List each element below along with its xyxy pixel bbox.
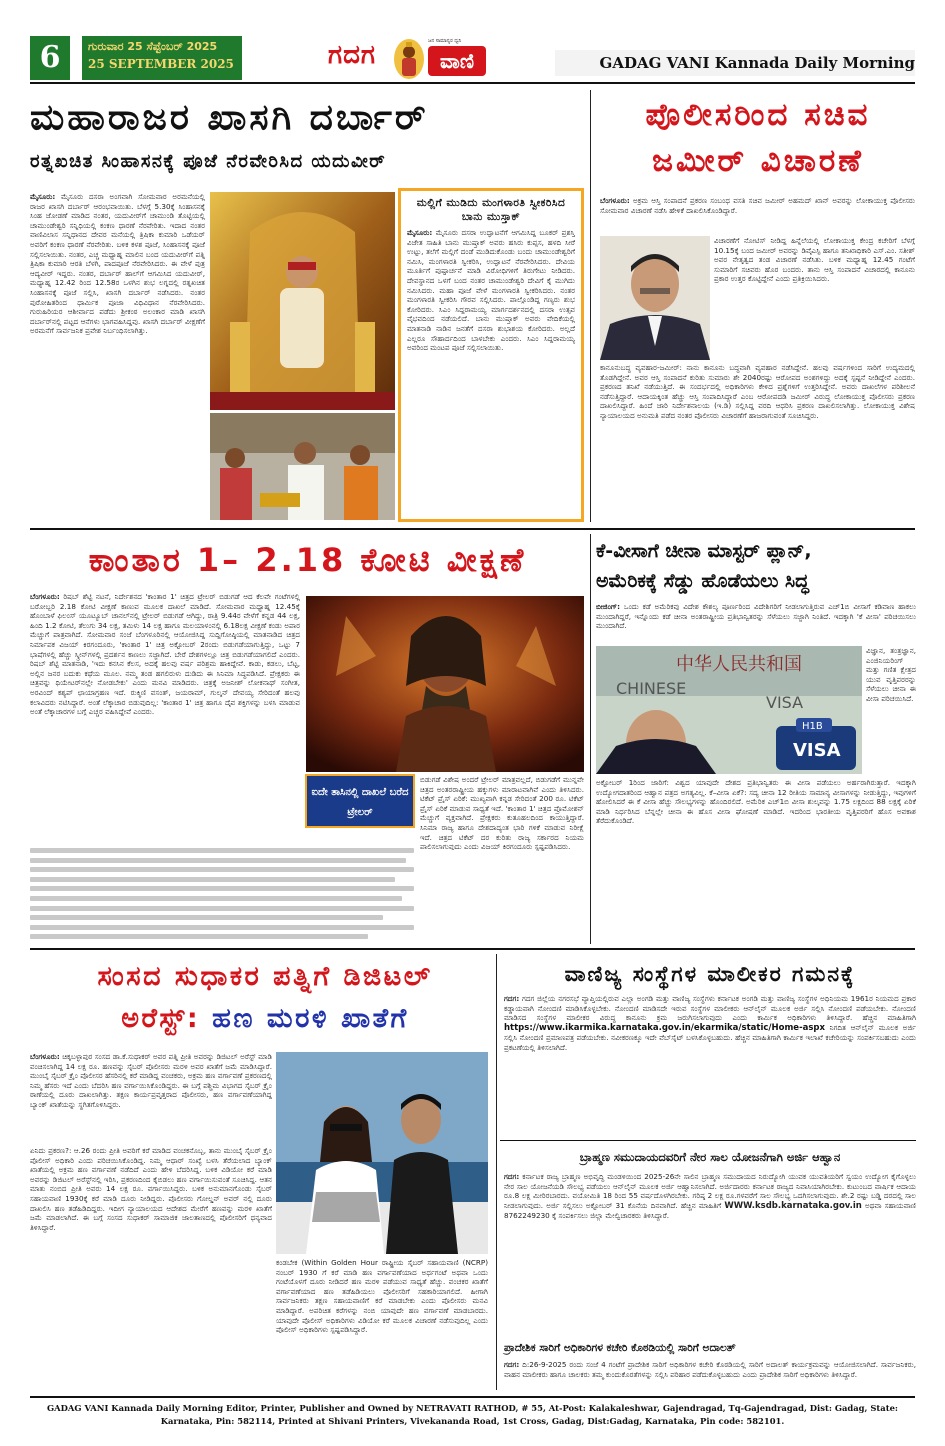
story3-text-right: ಬಿಡುಗಡೆ ವಿಶೇಷ ಅಂದರೆ ಟ್ರೇಲರ್‌ ಮಾತ್ರವಲ್ಲದೆ, ಬಿಡುಗಡೆಗೆ ಮುನ್ನವೇ ಚಿತ್ರದ ಅಂತರರಾಷ್ಟ್ರೀಯ ಹಕ್ಕುಗಳು ಮಾರಾಟವಾಗಿವೆ ಎಂದು ತಿಳಿಸಿದರು. ಟಿಕೆಟ್ ಪ್ರೈಸ್ ಏರಿಕೆ: ಮುಖ್ಯವಾಗಿ ಕನ್ನಡ ಸೇರಿದಂತೆ 200 ರೂ. ಟಿಕೆಟ್ ಪ್ರೈಸ್ ಏರಿಕೆ ಮಾಡುವ ಸಾಧ್ಯತೆ ಇದೆ. 'ಕಾಂತಾರ 1' ಚಿತ್ರದ ಪ್ರೊಮೋಶನ್ ಮೆಚ್ಚುಗೆ ವ್ಯಕ್ತವಾಗಿದೆ. ಪ್ರೇಕ್ಷಕರು ಕುತೂಹಲದಿಂದ ಕಾಯುತ್ತಿದ್ದಾರೆ. ಸಿನಿಮಾ ರಾಜ್ಯ ಹಾಗೂ ದೇಶದಾದ್ಯಂತ ಭಾರಿ ಗಳಿಕೆ ಮಾಡುವ ನಿರೀಕ್ಷೆ ಇದೆ. ಚಿತ್ರದ ಟಿಕೆಟ್ ದರ ಕುರಿತು ರಾಜ್ಯ ಸರ್ಕಾರದ ನಿಯಮ ಪಾಲಿಸಲಾಗುವುದು ಎಂದು ವಿಜಯ್ ಕಿರಗಂದೂರು ಸ್ಪಷ್ಟಪಡಿಸಿದರು. [420, 775, 584, 852]
story4-headline-line2: ಅಮೆರಿಕಕ್ಕೆ ಸೆಡ್ಡು ಹೊಡೆಯಲು ಸಿದ್ಧ [596, 570, 809, 592]
masthead-rule [30, 82, 915, 84]
story5-body-top [30, 1052, 272, 1142]
story8-text: ದಿ:26-9-2025 ರಂದು ಸಂಜೆ 4 ಗಂಟೆಗೆ ಪ್ರಾದೇಶಿಕ ಸಾರಿಗೆ ಅಧಿಕಾರಿಗಳ ಕಚೇರಿ ಕೊಠಡಿಯಲ್ಲಿ ಸಾರಿಗೆ ಅದಾಲತ್ ಕಾರ್ಯಕ್ರಮವನ್ನು ಆಯೋಜಿಸಲಾಗಿದೆ. ಸಾರ್ವಜನಿಕರು, ವಾಹನ ಮಾಲೀಕರು ಹಾಗೂ ಚಾಲಕರು ತಮ್ಮ ಕುಂದುಕೊರತೆಗಳನ್ನು ಸಲ್ಲಿಸಿ ಪರಿಹಾರ ಪಡೆದುಕೊಳ್ಳಬಹುದು ಎಂದು ಪ್ರಾದೇಶಿಕ ಸಾರಿಗೆ ಅಧಿಕಾರಿಗಳು ತಿಳಿಸಿದ್ದಾರೆ. [504, 1360, 916, 1379]
logo-right-box [428, 46, 486, 76]
footer [30, 1402, 915, 1438]
story6-headline: ವಾಣಿಜ್ಯ ಸಂಸ್ಥೆಗಳ ಮಾಲೀಕರ ಗಮನಕ್ಕೆ [564, 962, 856, 986]
svg-text:VISA: VISA [766, 693, 804, 712]
story5-body-left [30, 1146, 272, 1388]
story6-body [504, 994, 916, 1136]
svg-text:CHINESE: CHINESE [616, 679, 687, 698]
story1-subhead: ರತ್ನಖಚಿತ ಸಿಂಹಾಸನಕ್ಕೆ ಪೂಜೆ ನೆರವೇರಿಸಿದ ಯದುವೀರ್ [30, 151, 387, 172]
story3-body [30, 592, 300, 844]
date-english: 25 SEPTEMBER 2025 [88, 57, 234, 71]
story3-box-caption: ಐದೇ ತಾಸಿನಲ್ಲಿ ದಾಖಲೆ ಬರೆದ ಟ್ರೇಲರ್ [311, 787, 409, 818]
story4-visa-photo [596, 646, 862, 774]
story1-text: ಮೈಸೂರು ದಸರಾ ಅಂಗವಾಗಿ ಸೋಮವಾರ ಅರಮನೆಯಲ್ಲಿ ರಾಜರ ಖಾಸಗಿ ದರ್ಬಾರ್ ಆರಂಭವಾಯಿತು. ಬೆಳಗ್ಗೆ 5.30ಕ್ಕೆ ಸಿಂಹಾಸನಕ್ಕೆ ಸಿಂಹ ಜೋಡಣೆ ಮಾಡಿದ ನಂತರ, ಯದುವೀರ್‌ಗೆ ಚಾಮುಂಡಿ ತೊಟ್ಟಿಯಲ್ಲಿ ಚಾಮುಂಡೇಶ್ವರಿ ಸನ್ನಿಧಿಯಲ್ಲಿ ಕಂಕಣ ಧಾರಣೆ ನೆರವೇರಿತು. ಇದಾದ ನಂತರ ವಾಣಿವಿಲಾಸ ಸನ್ನಿಧಾನದ ದೇವರ ಮನೆಯಲ್ಲಿ ತ್ರಿಷಿಕಾ ಕುಮಾರಿ ಒಡೆಯರ್ ಅವರಿಗೆ ಕಂಕಣ ಧಾರಣೆ ನೆರವೇರಿತು. ಬಳಿಕ ಕಳಶ ಪೂಜೆ, ಸಿಂಹಾಸನಕ್ಕೆ ಪೂಜೆ ಸಲ್ಲಿಸಲಾಯಿತು. ನಂತರ, ಎಚ್ಚ ಮಧ್ಯಾಹ್ನ ಮಾಲಿನ ಬಂದ ಯದುವೀರ್‌ಗೆ ಪತ್ನಿ ತ್ರಿಷಿಕಾ ಕುಮಾರಿ ಆರತಿ ಬೆಳಗಿ, ಪಾದಪೂಜೆ ನೆರವೇರಿಸಿದರು. ಈ ವೇಳೆ ಪುತ್ರ ಆದ್ಯವೀರ್ ಇದ್ದರು. ನಂತರ, ದರ್ಬಾರ್ ಹಾಲ್‌ಗೆ ಆಗಮಿಸಿದ ಯದುವೀರ್, ಮಧ್ಯಾಹ್ನ 12.42 ರಿಂದ 12.58ರ ಒಳಗಿನ ಶುಭ ಲಗ್ನದಲ್ಲಿ ರತ್ನಖಚಿತ ಸಿಂಹಾಸನಕ್ಕೆ ಪೂಜೆ ಸಲ್ಲಿಸಿ, ಖಾಸಗಿ ದರ್ಬಾರ್ ನಡೆಸಿದರು. ನಂತರ ಪುರೋಹಿತರಿಂದ ಧಾರ್ಮಿಕ ಪೂಜಾ ವಿಧಿವಿಧಾನ ನೆರವೇರಿಸಿದರು. ಗುರುಹಿರಿಯರ ಆಶೀರ್ವಾದ ಪಡೆದು ಶ್ರೀಕಂಠ ಅಲಂಕಾರ ಮಾಡಿ ಖಾಸಗಿ ದರ್ಬಾರ್‌ನಲ್ಲಿ ಪಟ್ಟದ ಆನೆಗಳು ಭಾಗವಹಿಸಿದ್ದವು. ಖಾಸಗಿ ದರ್ಬಾರ್ ವೀಕ್ಷಣೆಗೆ ಅರಮನೆಗೆ ಸಾರ್ವಜನಿಕ ಪ್ರವೇಶ ನಿರ್ಬಂಧಿಸಲಾಗಿತ್ತು. [30, 192, 205, 336]
story7-url-link[interactable]: WWW.ksdb.karnataka.gov.in [724, 1200, 862, 1211]
story1-lead: ಮೈಸೂರು: [30, 192, 56, 201]
story1-sidebar-box [398, 188, 584, 522]
footer-rule [30, 1396, 915, 1398]
story3-lead: ಬೆಂಗಳೂರು: [30, 592, 60, 601]
story3-text: ರಿಷಬ್ ಶೆಟ್ಟಿ ನಟನೆ, ನಿರ್ದೇಶನದ 'ಕಾಂತಾರ 1' ಚಿತ್ರದ ಟ್ರೇಲರ್ ಬಿಡುಗಡೆ ಆದ ಕೆಲವೇ ಗಂಟೆಗಳಲ್ಲಿ ಬರೋಬ್ಬರಿ 2.18 ಕೋಟಿ ವೀಕ್ಷಣೆ ಕಾಣುವ ಮೂಲಕ ದಾಖಲೆ ಮಾಡಿದೆ. ಸೋಮವಾರ ಮಧ್ಯಾಹ್ನ 12.45ಕ್ಕೆ ಹೊಂಬಾಳೆ ಫಿಲಂಸ್ ಯೂಟ್ಯೂಬ್ ಚಾನಲ್‌ನಲ್ಲಿ ಟ್ರೇಲರ್ ಬಿಡುಗಡೆ ಆಗಿದ್ದು, ರಾತ್ರಿ 9.44ರ ವೇಳೆಗೆ ಕನ್ನಡ 44 ಲಕ್ಷ, ಹಿಂದಿ 1.2 ಕೋಟಿ, ತೆಲುಗು 34 ಲಕ್ಷ, ತಮಿಳು 14 ಲಕ್ಷ ಹಾಗೂ ಮಲಯಾಳಂನಲ್ಲಿ 6.18ಲಕ್ಷ ವೀಕ್ಷಣೆ ಕಂಡು ಅಪಾರ ಮೆಚ್ಚುಗೆ ಪಾತ್ರವಾಗಿದೆ. ಸೋಮವಾರ ಸಂಜೆ ಬೆಂಗಳೂರಿನಲ್ಲಿ ಆಯೋಜಿಸಿದ್ದ ಸುದ್ದಿಗೋಷ್ಠಿಯಲ್ಲಿ ಮಾತನಾಡಿದ ಚಿತ್ರದ ನಿರ್ಮಾಪಕ ವಿಜಯ್ ಕಿರಗಂದೂರು, 'ಕಾಂತಾರ 1' ಚಿತ್ರ ಅಕ್ಟೋಬರ್ 2ರಂದು ಬಿಡುಗಡೆಯಾಗುತ್ತಿದ್ದು, ಒಟ್ಟು 7 ಭಾಷೆಗಳಲ್ಲಿ ಹೆಚ್ಚು ಸ್ಕ್ರೀನ್‌ಗಳಲ್ಲಿ ಪ್ರದರ್ಶನ ಕಾಣಲು ಸಜ್ಜಾಗಿದೆ. ಬೇರೆ ದೇಶಗಳಲ್ಲೂ ಚಿತ್ರ ಬಿಡುಗಡೆಯಾಗಲಿದೆ ಎಂದರು. ರಿಷಬ್ ಶೆಟ್ಟಿ ಮಾತನಾಡಿ, 'ಇದು ಕನಸಿನ ಕೆಲಸ, ಅದಕ್ಕೆ ಹಲವು ವರ್ಷ ಪರಿಶ್ರಮ ಹಾಕಿದ್ದೇವೆ. ಕಾಡು, ಕಡಲು, ಬೆಟ್ಟ, ಅಲ್ಲಿನ ಜನರ ಬದುಕು ಕಥೆಯ ಮೂಲ. ನಮ್ಮ ತಂಡ ಹಗಲಿರುಳು ದುಡಿದು ಈ ಸಿನಿಮಾ ಸಿದ್ಧಪಡಿಸಿದೆ. ಪ್ರೇಕ್ಷಕರು ಈ ಚಿತ್ರವನ್ನು ಥಿಯೇಟರ್‌ನಲ್ಲೇ ನೋಡಬೇಕು' ಎಂದು ಮನವಿ ಮಾಡಿದರು. ಚಿತ್ರಕ್ಕೆ ಅಜನೀಶ್ ಲೋಕನಾಥ್ ಸಂಗೀತ, ಅರವಿಂದ್ ಕಶ್ಯಪ್ ಛಾಯಾಗ್ರಹಣ ಇದೆ. ರುಕ್ಮಿಣಿ ವಸಂತ್, ಜಯರಾಮ್, ಗುಲ್ಶನ್ ದೇವಯ್ಯ ಸೇರಿದಂತೆ ಹಲವು ಕಲಾವಿದರು ನಟಿಸಿದ್ದಾರೆ. ಅಂತೆ ಲೆಕ್ಕಾಚಾರ ಬಿಡುವುದಿಲ್ಲ: 'ಕಾಂತಾರ 1' ಚಿತ್ರ ಹಾಗೂ ದೈವ ಶಕ್ತಿಗಳನ್ನು ಬಳಸಿ ಮಾಡುವ ಅಂತೆ ಲೆಕ್ಕಾಚಾರಗಳ ಬಗ್ಗೆ ಎಚ್ಚರ ವಹಿಸಿದ್ದೇವೆ ಎಂದರು. [30, 592, 300, 717]
story1-body [30, 192, 205, 520]
story3-kantara-photo [306, 596, 584, 772]
logo-right-text: ವಾಣಿ [439, 49, 475, 73]
story3-trailer-box [305, 774, 415, 828]
story5-headline-line2 [30, 1000, 500, 1038]
story1-pooja-photo [210, 413, 395, 520]
story2-body-top [600, 196, 915, 234]
story8-headline: ಪ್ರಾದೇಶಿಕ ಸಾರಿಗೆ ಅಧಿಕಾರಿಗಳ ಕಚೇರಿ ಕೊಠಡಿಯಲ್ಲಿ ಸಾರಿಗೆ ಅದಾಲತ್ [504, 1342, 736, 1354]
column-divider [590, 90, 591, 522]
story5-text-top: ಚಿಕ್ಕಬಳ್ಳಾಪುರ ಸಂಸದ ಡಾ.ಕೆ.ಸುಧಾಕರ್ ಅವರ ಪತ್ನಿ ಪ್ರೀತಿ ಅವರನ್ನು ಡಿಜಿಟಲ್ ಅರೆಸ್ಟ್ ಮಾಡಿ ವಂಚಿಸಲಾಗಿದ್ದ 14 ಲಕ್ಷ ರೂ. ಹಣವನ್ನು ಸೈಬರ್ ಪೊಲೀಸರು ಮರಳಿ ಅವರ ಖಾತೆಗೆ ಜಮೆ ಮಾಡಿಸಿದ್ದಾರೆ. ಮುಂಬೈ ಸೈಬರ್ ಕ್ರೈಂ ಪೊಲೀಸರ ಹೆಸರಿನಲ್ಲಿ ಕರೆ ಮಾಡಿದ್ದ ವಂಚಕರು, ಅಕ್ರಮ ಹಣ ವರ್ಗಾವಣೆ ಪ್ರಕರಣದಲ್ಲಿ ನಿಮ್ಮ ಹೆಸರು ಇದೆ ಎಂದು ಬೆದರಿಸಿ ಹಣ ವರ್ಗಾಯಿಸಿಕೊಂಡಿದ್ದರು. ಈ ಬಗ್ಗೆ ಪಶ್ಚಿಮ ವಿಭಾಗದ ಸೈಬರ್ ಕ್ರೈಂ ಠಾಣೆಯಲ್ಲಿ ದೂರು ದಾಖಲಾಗಿತ್ತು. ತಕ್ಷಣ ಕಾರ್ಯಪ್ರವೃತ್ತರಾದ ಪೊಲೀಸರು, ಹಣ ವರ್ಗಾವಣೆಯಾಗಿದ್ದ ಬ್ಯಾಂಕ್ ಖಾತೆಯನ್ನು ಸ್ಥಗಿತಗೊಳಿಸಿದ್ದರು. [30, 1052, 272, 1109]
story3-body-right [420, 775, 584, 943]
story5-headline-line2b: ಹಣ ಮರಳಿ ಖಾತೆಗೆ [212, 1003, 409, 1034]
story4-body-side [866, 646, 916, 774]
story4-text-top: ಒಂದು ಕಡೆ ಅಮೆರಿಕವು ವಿದೇಶ ಕೌಶಲ್ಯ ಪೂರ್ಣರಿಂದ ವಿದೇಶಿಗರಿಗೆ ನೀಡಲಾಗುತ್ತಿರುವ ಎಚ್‌1ಬಿ ವೀಸಾಗೆ ಕಡಿವಾಣ ಹಾಕಲು ಮುಂದಾಗಿದ್ದರೆ, ಇನ್ನೊಂದು ಕಡೆ ಚೀನಾ ಅಂತರಾಷ್ಟ್ರೀಯ ಪ್ರತಿಭಾನ್ವಿತರನ್ನು ಸೆಳೆಯಲು ಸಜ್ಜಾಗಿ ನಿಂತಿದೆ. ಇದಕ್ಕಾಗಿ 'ಕೆ ವೀಸಾ' ಪರಿಚಯಿಸಲು ಮುಂದಾಗಿದೆ. [596, 602, 916, 631]
story4-text-bottom: ಅಕ್ಟೋಬರ್ 1ರಿಂದ ಜಾರಿಗೆ: ವಿಶ್ವದ ಯಾವುದೇ ದೇಶದ ಪ್ರತಿಭಾನ್ವಿತರು ಈ ವೀಸಾ ಪಡೆಯಲು ಅರ್ಹರಾಗಿರುತ್ತಾರೆ. ಇದಕ್ಕಾಗಿ ಉದ್ಯೋಗದಾತರಿಂದ ಆಹ್ವಾನ ಪತ್ರದ ಅಗತ್ಯವಿಲ್ಲ. ಕೆ–ವೀಸಾ ಏಕೆ?: ಸದ್ಯ ಚೀನಾ 12 ರೀತಿಯ ಸಾಮಾನ್ಯ ವೀಸಾಗಳನ್ನು ನೀಡುತ್ತಿದ್ದು, ಇವುಗಳಿಗೆ ಹೋಲಿಸಿದರೆ ಈ ಕೆ ವೀಸಾ ಹೆಚ್ಚು ಸೌಲಭ್ಯಗಳನ್ನು ಹೊಂದಿರಲಿದೆ. ಅಮೆರಿಕ ಎಚ್‌1ಬಿ ವೀಸಾ ಶುಲ್ಕವನ್ನು 1.75 ಲಕ್ಷದಿಂದ 88 ಲಕ್ಷಕ್ಕೆ ಏರಿಕೆ ಮಾಡಿ ನಿರ್ಧರಿಸಿದ ಬೆನ್ನಲ್ಲೇ ಚೀನಾ ಈ ಹೊಸ ವೀಸಾ ಘೋಷಣೆ ಮಾಡಿದೆ. ಇದರಿಂದ ಭಾರತೀಯ ವೃತ್ತಿಪರರಿಗೆ ಹೊಸ ಅವಕಾಶ ತೆರೆದುಕೊಂಡಿದೆ. [596, 778, 916, 826]
date-kannada: ಗುರುವಾರ 25 ಸೆಪ್ಟೆಂಬರ್ 2025 [88, 40, 218, 53]
footer-line2: Karnataka, Pin: 582114, Printed at Shivani Printers, Vivekananda Road, 1st Cross, Gadag, Dist:Gadag, Karnataka, Pin code: 582101. [160, 1416, 785, 1426]
newspaper-logo [328, 38, 488, 80]
boxed-body [407, 228, 575, 508]
story5-text-right: ಕಂಡಬೇಕ (Within Golden Hour ರಾಷ್ಟ್ರೀಯ ಸೈಬರ್ ಸಹಾಯವಾಣಿ (NCRP) ನಂಬರ್ 1930 ಗೆ ಕರೆ ಮಾಡಿ ಹಣ ವರ್ಗಾವಣೆಯಾದ ಅರ್ಧಗಂಟೆ ಅಥವಾ ಒಂದು ಗಂಟೆಯೊಳಗೆ ದೂರು ನೀಡಿದರೆ ಹಣ ಮರಳಿ ಪಡೆಯುವ ಸಾಧ್ಯತೆ ಹೆಚ್ಚು. ವಂಚಕರ ಖಾತೆಗೆ ವರ್ಗಾವಣೆಯಾದ ಹಣ ತಡೆಹಿಡಿಯಲು ಪೊಲೀಸರಿಗೆ ಸಹಕಾರಿಯಾಗಲಿದೆ. ಹೀಗಾಗಿ ಸಾರ್ವಜನಿಕರು ತಕ್ಷಣ ಸಹಾಯವಾಣಿಗೆ ಕರೆ ಮಾಡಬೇಕು ಎಂದು ಪೊಲೀಸರು ಮನವಿ ಮಾಡಿದ್ದಾರೆ. ಅಪರಿಚಿತ ಕರೆಗಳನ್ನು ನಂಬಿ ಯಾವುದೇ ಹಣ ವರ್ಗಾವಣೆ ಮಾಡಬಾರದು. ಯಾವುದೇ ಪೊಲೀಸ್ ಅಧಿಕಾರಿಗಳು ವಿಡಿಯೋ ಕರೆ ಮೂಲಕ ವಿಚಾರಣೆ ನಡೆಸುವುದಿಲ್ಲ ಎಂದು ಪೊಲೀಸ್ ಅಧಿಕಾರಿಗಳು ಸ್ಪಷ್ಟಪಡಿಸಿದ್ದಾರೆ. [276, 1258, 488, 1335]
story4-body-top [596, 602, 916, 642]
story2-zameer-photo [600, 236, 710, 360]
story1-headline: ಮಹಾರಾಜರ ಖಾಸಗಿ ದರ್ಬಾರ್ [30, 97, 429, 138]
svg-text:中华人民共和国: 中华人民共和国 [676, 654, 802, 675]
story5-headline-line2a: ಅರೆಸ್ಟ್: [121, 1003, 201, 1034]
story6-text-after: ನಿಗದಿತ ಆನ್‌ಲೈನ್ ಮೂಲಕ ಅರ್ಜಿ ಸಲ್ಲಿಸಿ ನೋಂದಣಿ ಪ್ರಮಾಣಪತ್ರ ಪಡೆಯಬೇಕು. ನವೀಕರಣಕ್ಕೂ ಇದೇ ವೆಬ್‌ಸೈಟ್ ಬಳಸಿಕೊಳ್ಳಬಹುದು. ಹೆಚ್ಚಿನ ಮಾಹಿತಿಗಾಗಿ ಕಾರ್ಮಿಕ ಇಲಾಖೆ ಕಚೇರಿಯನ್ನು ಸಂಪರ್ಕಿಸಬಹುದು ಎಂದು ಪ್ರಕಟಣೆಯಲ್ಲಿ ತಿಳಿಸಲಾಗಿದೆ. [504, 1022, 916, 1052]
boxed-text: ಮೈಸೂರು ದಸರಾ ಉದ್ಘಾಟನೆಗೆ ಆಗಮಿಸಿದ್ದ ಬೂಕರ್ ಪ್ರಶಸ್ತಿ ವಿಜೇತ ಸಾಹಿತಿ ಬಾನು ಮುಷ್ತಾಕ್ ಅವರು ಹಸಿರು ಕುಪ್ಪಸ, ಹಳದಿ ಸೀರೆ ಉಟ್ಟು, ತಲೆಗೆ ಮಲ್ಲಿಗೆ ದಂಡೆ ಮುಡಿದುಕೊಂಡು ಬಂದು ಚಾಮುಂಡೇಶ್ವರಿಗೆ ನಮಿಸಿ, ಮಂಗಳಾರತಿ ಸ್ವೀಕರಿಸಿ, ಉದ್ಘಾಟನೆ ನೆರವೇರಿಸಿದರು. ದೇವಿಯ ಮೂರ್ತಿಗೆ ಪುಷ್ಪಾರ್ಚನೆ ಮಾಡಿ ವಿರೋಧಿಗಳಿಗೆ ತಿರುಗೇಟು ನೀಡಿದರು. ದೇವಸ್ಥಾನದ ಒಳಗೆ ಬಂದ ನಂತರ ಚಾಮುಂಡೇಶ್ವರಿ ದೇವಿಗೆ ಕೈ ಮುಗಿದು ನಮಿಸಿದರು. ಮಹಾ ಪೂಜೆ ವೇಳೆ ಮಂಗಳಾರತಿ ಸ್ವೀಕರಿಸಿದರು. ನಂತರ ಮಂಗಳಾರತಿ ಸ್ವೀಕರಿಸಿ ಗೌರವ ಸಲ್ಲಿಸಿದರು. ಪಾಲ್ಗೊಂಡಿದ್ದ ಗಣ್ಯರು ಶುಭ ಕೋರಿದರು. ಸಿಎಂ ಸಿದ್ದರಾಮಯ್ಯ ಮಾರ್ಗದರ್ಶನದಲ್ಲಿ ದಸರಾ ಉತ್ಸವ ವೈಭವದಿಂದ ನಡೆಯಲಿದೆ. ಬಾನು ಮುಷ್ತಾಕ್ ಅವರು ವೇದಿಕೆಯಲ್ಲಿ ಮಾತನಾಡಿ ನಾಡಿನ ಜನತೆಗೆ ದಸರಾ ಶುಭಾಶಯ ಕೋರಿದರು. ಅಲ್ಲದೆ ಎಲ್ಲರೂ ಸೌಹಾರ್ದದಿಂದ ಬಾಳಬೇಕು ಎಂದರು. ಸಿಎಂ ಸಿದ್ದರಾಮಯ್ಯ ಅವರಿಂದ ಮಂಟಪ ಪೂಜೆ ಸಲ್ಲಿಸಲಾಯಿತು. [407, 228, 575, 353]
story5-couple-photo [276, 1052, 488, 1254]
story5-headline-line1: ಸಂಸದ ಸುಧಾಕರ ಪತ್ನಿಗೆ ಡಿಜಿಟಲ್ [97, 961, 433, 992]
story6-text: ಗದಗ ಜಿಲ್ಲೆಯ ನಗರಸಭೆ ವ್ಯಾಪ್ತಿಯಲ್ಲಿರುವ ಎಲ್ಲಾ ಅಂಗಡಿ ಮತ್ತು ವಾಣಿಜ್ಯ ಸಂಸ್ಥೆಗಳು ಕರ್ನಾಟಕ ಅಂಗಡಿ ಮತ್ತು ವಾಣಿಜ್ಯ ಸಂಸ್ಥೆಗಳ ಅಧಿನಿಯಮ 1961ರ ನಿಯಮದ ಪ್ರಕಾರ ಕಡ್ಡಾಯವಾಗಿ ನೋಂದಣಿ ಮಾಡಿಸಿಕೊಳ್ಳಬೇಕು. ನೋಂದಣಿ ಮಾಡಿಸದೇ ಇರುವ ಸಂಸ್ಥೆಗಳ ಮಾಲೀಕರು ಆನ್‌ಲೈನ್ ಮೂಲಕ ಅರ್ಜಿ ಸಲ್ಲಿಸಿ ನೋಂದಣಿ ಪಡೆಯಬೇಕು. ನೋಂದಣಿ ಮಾಡಿಸದ ಸಂಸ್ಥೆಗಳ ಮಾಲೀಕರ ವಿರುದ್ಧ ಕಾನೂನು ಕ್ರಮ ಜರುಗಿಸಲಾಗುವುದು ಎಂದು ಕಾರ್ಮಿಕ ಅಧಿಕಾರಿಗಳು ತಿಳಿಸಿದ್ದಾರೆ. ಹೆಚ್ಚಿನ ಮಾಹಿತಿಗಾಗಿ [504, 994, 916, 1023]
story2-body-side [714, 236, 915, 360]
story7-text: ಕರ್ನಾಟಕ ರಾಜ್ಯ ಬ್ರಾಹ್ಮಣ ಅಭಿವೃದ್ಧಿ ಮಂಡಳಿಯಿಂದ 2025-26ನೇ ಸಾಲಿನ ಬ್ರಾಹ್ಮಣ ಸಮುದಾಯದ ನಿರುದ್ಯೋಗಿ ಯುವಕ ಯುವತಿಯರಿಗೆ ಸ್ವಯಂ ಉದ್ಯೋಗ ಕೈಗೊಳ್ಳಲು ನೇರ ಸಾಲ ಯೋಜನೆಯಡಿ ಸೌಲಭ್ಯ ಪಡೆಯಲು ಆನ್‌ಲೈನ್ ಮೂಲಕ ಅರ್ಜಿ ಆಹ್ವಾನಿಸಲಾಗಿದೆ. ಅರ್ಜಿದಾರರು ಕರ್ನಾಟಕ ರಾಜ್ಯದ ನಿವಾಸಿಯಾಗಿರಬೇಕು. ಕುಟುಂಬದ ವಾರ್ಷಿಕ ಆದಾಯ ರೂ.8 ಲಕ್ಷ ಮೀರಿರಬಾರದು. ವಯೋಮಿತಿ 18 ರಿಂದ 55 ವರ್ಷದೊಳಗಿರಬೇಕು. ಗರಿಷ್ಠ 2 ಲಕ್ಷ ರೂ.ಗಳವರೆಗೆ ಸಾಲ ಸೌಲಭ್ಯ ಒದಗಿಸಲಾಗುವುದು. ಶೇ.2 ರಷ್ಟು ಬಡ್ಡಿ ದರದಲ್ಲಿ ಸಾಲ ನೀಡಲಾಗುವುದು. ಅರ್ಜಿ ಸಲ್ಲಿಸಲು ಅಕ್ಟೋಬರ್ 31 ಕೊನೆಯ ದಿನವಾಗಿದೆ. ಹೆಚ್ಚಿನ ಮಾಹಿತಿಗೆ [504, 1172, 916, 1210]
column-divider-3 [496, 954, 497, 1390]
section-rule-3 [500, 1140, 916, 1141]
story3-headline: ಕಾಂತಾರ 1– 2.18 ಕೋಟಿ ವೀಕ್ಷಣೆ [88, 541, 527, 579]
column-divider-2 [590, 534, 591, 944]
logo-left-text: ಗದಗ [328, 40, 376, 70]
story8-lead: ಗದಗ: [504, 1360, 520, 1369]
story6-url-link[interactable]: https://www.ikarmika.karnataka.gov.in/ekarmika/static/Home-aspx [504, 1022, 825, 1033]
story4-lead: ಬೀಜಿಂಗ್: [596, 602, 621, 611]
story2-body-bottom [600, 363, 915, 521]
svg-text:H1B: H1B [802, 721, 823, 732]
story2-lead: ಬೆಂಗಳೂರು: [600, 196, 630, 205]
story5-lead: ಬೆಂಗಳೂರು: [30, 1052, 60, 1061]
story5-text-left: ಏನಿದು ಪ್ರಕರಣ?: ಆ.26 ರಂದು ಪ್ರೀತಿ ಅವರಿಗೆ ಕರೆ ಮಾಡಿದ ವಂಚಕನೊಬ್ಬ, ತಾನು ಮುಂಬೈ ಸೈಬರ್ ಕ್ರೈಂ ಪೊಲೀಸ್ ಅಧಿಕಾರಿ ಎಂದು ಪರಿಚಯಿಸಿಕೊಂಡಿದ್ದ. ನಿಮ್ಮ ಆಧಾರ್ ಸಂಖ್ಯೆ ಬಳಸಿ ತೆರೆಯಲಾದ ಬ್ಯಾಂಕ್ ಖಾತೆಯಲ್ಲಿ ಅಕ್ರಮ ಹಣ ವರ್ಗಾವಣೆ ನಡೆದಿದೆ ಎಂದು ಹೇಳಿ ಬೆದರಿಸಿದ್ದ. ಬಳಿಕ ವಿಡಿಯೋ ಕರೆ ಮಾಡಿ ಅವರನ್ನು ಡಿಜಿಟಲ್ ಅರೆಸ್ಟ್‌ನಲ್ಲಿ ಇರಿಸಿ, ಪ್ರಕರಣದಿಂದ ಕೈಬಿಡಲು ಹಣ ವರ್ಗಾಯಿಸುವಂತೆ ಸೂಚಿಸಿದ್ದ. ಆತನ ಮಾತು ನಂಬಿದ ಪ್ರೀತಿ ಅವರು 14 ಲಕ್ಷ ರೂ. ವರ್ಗಾಯಿಸಿದ್ದರು. ಬಳಿಕ ಅನುಮಾನಗೊಂಡು ಸೈಬರ್ ಸಹಾಯವಾಣಿ 1930ಕ್ಕೆ ಕರೆ ಮಾಡಿ ದೂರು ನೀಡಿದ್ದರು. ಪೊಲೀಸರು ಗೋಲ್ಡನ್ ಅವರ್ ನಲ್ಲಿ ದೂರು ದಾಖಲಿಸಿ ಹಣ ತಡೆಹಿಡಿದಿದ್ದರು. ಇದೀಗ ನ್ಯಾಯಾಲಯದ ಆದೇಶದ ಮೇರೆಗೆ ಹಣವನ್ನು ಮರಳಿ ಖಾತೆಗೆ ಜಮೆ ಮಾಡಲಾಗಿದೆ. ಈ ಬಗ್ಗೆ ಸಂಸದ ಸುಧಾಕರ್ ಸಾಮಾಜಿಕ ಜಾಲತಾಣದಲ್ಲಿ ಪೊಲೀಸರಿಗೆ ಧನ್ಯವಾದ ತಿಳಿಸಿದ್ದಾರೆ. [30, 1146, 272, 1232]
masthead [0, 0, 945, 82]
story6-lead: ಗದಗ: [504, 994, 520, 1003]
footer-line1: GADAG VANI Kannada Daily Morning Editor, Printer, Publisher and Owned by NETRAVATI RATHOD, # 55, At-Post: Kalakaleshwar, Gajendragad, Tq-Gajendragad, Dist: Gadag, State: [46, 1403, 899, 1413]
logo-tagline: ಜನ ಸಾಮಾನ್ಯರ ಧ್ವನಿ [428, 38, 462, 44]
boxed-lead: ಮೈಸೂರು: [407, 228, 433, 237]
story4-body-bottom [596, 778, 916, 944]
story8-body [504, 1360, 916, 1390]
section-rule-1 [30, 528, 915, 530]
date-block [82, 36, 242, 80]
story2-text-side: ವಿಚಾರಣೆಗೆ ನೋಟಿಸ್ ನೀಡಿದ್ದ ಹಿನ್ನೆಲೆಯಲ್ಲಿ ಲೋಕಾಯುಕ್ತ ಕೇಂದ್ರ ಕಚೇರಿಗೆ ಬೆಳಗ್ಗೆ 10.15ಕ್ಕೆ ಬಂದ ಜಮೀರ್ ಅವರನ್ನು ಡಿವೈಎಸ್ಪಿ ಹಾಗೂ ತನಿಖಾಧಿಕಾರಿ ಎಸ್.ಎಂ. ಸತೀಶ್ ಅವರ ನೇತೃತ್ವದ ತಂಡ ವಿಚಾರಣೆ ನಡೆಸಿತು. ಬಳಿಕ ಮಧ್ಯಾಹ್ನ 12.45 ಗಂಟೆಗೆ ಸುಮಾರಿಗೆ ಸಚಿವರು ಹೊರ ಬಂದರು. ತಾನು ಆಸ್ತಿ ಸಂಪಾದನೆ ವಿಚಾರದಲ್ಲಿ ಕಾನೂನು ಪ್ರಕಾರ ಉತ್ತರ ಕೊಟ್ಟಿದ್ದೇನೆ ಎಂದು ಪ್ರತಿಕ್ರಿಯಿಸಿದರು. [714, 236, 915, 284]
story3-continued-text [30, 848, 414, 944]
story2-text-top: ಅಕ್ರಮ ಆಸ್ತಿ ಸಂಪಾದನೆ ಪ್ರಕರಣ ಸಂಬಂಧ ವಸತಿ ಸಚಿವ ಜಮೀರ್ ಅಹಮದ್ ಖಾನ್ ಅವರನ್ನು ಲೋಕಾಯುಕ್ತ ಪೊಲೀಸರು ಸೋಮವಾರ ವಿಚಾರಣೆ ನಡೆಸಿ ಹೇಳಿಕೆ ದಾಖಲಿಸಿಕೊಂಡಿದ್ದಾರೆ. [600, 196, 915, 215]
boxed-headline: ಮಲ್ಲಿಗೆ ಮುಡಿದು ಮಂಗಳಾರತಿ ಸ್ವೀಕರಿಸಿದ ಬಾನು ಮುಸ್ತಾಕ್ [416, 197, 566, 223]
story2-headline-line1: ಪೊಲೀಸರಿಂದ ಸಚಿವ [645, 97, 871, 133]
logo-deity-emblem-icon [392, 38, 426, 80]
section-rule-2 [30, 948, 915, 950]
story4-headline-line1: ಕೆ-ವೀಸಾಗೆ ಚೀನಾ ಮಾಸ್ಟರ್ ಪ್ಲಾನ್, [596, 540, 812, 562]
story4-text-side: ವಿಜ್ಞಾನ, ತಂತ್ರಜ್ಞಾನ, ಎಂಜಿನಿಯರಿಂಗ್ ಮತ್ತು ಗಣಿತ ಕ್ಷೇತ್ರದ ಯುವ ವೃತ್ತಿಪರರನ್ನು ಸೆಳೆಯಲು ಚೀನಾ ಈ ವೀಸಾ ಪರಿಚಯಿಸಿದೆ. [866, 646, 916, 703]
story7-text-after: ಅಥವಾ ಸಹಾಯವಾಣಿ 8762249230 ಕ್ಕೆ ಸಂಪರ್ಕಿಸಲು ಜಿಲ್ಲಾ ಮೇಲ್ವಿಚಾರಕರು ತಿಳಿಸಿದ್ದಾರೆ. [504, 1200, 916, 1221]
paper-name-text: GADAG VANI Kannada Daily Morning [599, 54, 915, 72]
story5-body-right [276, 1258, 488, 1388]
page-number: 6 [30, 36, 70, 80]
story7-lead: ಗದಗ: [504, 1172, 520, 1181]
paper-name [555, 50, 915, 76]
story7-headline: ಬ್ರಾಹ್ಮಣ ಸಮುದಾಯದವರಿಗೆ ನೇರ ಸಾಲ ಯೋಜನೆಗಾಗಿ ಅರ್ಜಿ ಆಹ್ವಾನ [579, 1150, 841, 1164]
story2-headline-line2: ಜಮೀರ್ ವಿಚಾರಣೆ [652, 143, 864, 179]
story7-body [504, 1172, 916, 1336]
story1-durbar-photo [210, 192, 395, 410]
story2-text-bottom: ಕಾನೂನುಬದ್ಧ ವ್ಯವಹಾರ-ಜಮೀರ್: ನಾನು ಕಾನೂನು ಬದ್ಧವಾಗಿ ವ್ಯವಹಾರ ನಡೆಸಿದ್ದೇನೆ. ಹಲವು ವರ್ಷಗಳಿಂದ ಸಾರಿಗೆ ಉದ್ಯಮದಲ್ಲಿ ತೊಡಗಿದ್ದೇನೆ. ಅವರ ಆಸ್ತಿ ಸಂಪಾದನೆ ಕುರಿತು ಸುಮಾರು ಶೇ 2040ರಷ್ಟು ಆರೋಪದ ಅಂಶಗಳಿದ್ದು ಅದಕ್ಕೆ ಸ್ಪಷ್ಟನೆ ನೀಡಿದ್ದೇನೆ ಎಂದರು. ಪ್ರಕರಣದ ತನಿಖೆ ನಡೆಯುತ್ತಿದೆ. ಈ ಸಂದರ್ಭದಲ್ಲಿ ಅಧಿಕಾರಿಗಳು ಕೇಳಿದ ಪ್ರಶ್ನೆಗಳಿಗೆ ಉತ್ತರಿಸಿದ್ದೇನೆ. ಅವರು ದಾಖಲೆಗಳ ಪರಿಶೀಲನೆ ನಡೆಸುತ್ತಿದ್ದಾರೆ. ಆದಾಯಕ್ಕಿಂತ ಹೆಚ್ಚು ಆಸ್ತಿ ಸಂಪಾದಿಸಿದ್ದಾರೆ ಎಂಬ ಆರೋಪದಡಿ ಜಮೀರ್ ವಿರುದ್ಧ ಲೋಕಾಯುಕ್ತ ಪೊಲೀಸರು ಪ್ರಕರಣ ದಾಖಲಿಸಿದ್ದಾರೆ. ಹಿಂದೆ ಜಾರಿ ನಿರ್ದೇಶನಾಲಯ (ಇ.ಡಿ) ಸಲ್ಲಿಸಿದ್ದ ವರದಿ ಆಧರಿಸಿ ಪ್ರಕರಣ ದಾಖಲಿಸಲಾಗಿತ್ತು. ಲೋಕಾಯುಕ್ತ ವಿಶೇಷ ನ್ಯಾಯಾಲಯದ ಅನುಮತಿ ಪಡೆದ ನಂತರ ಪೊಲೀಸರು ವಿಚಾರಣೆಗೆ ಹಾಜರಾಗುವಂತೆ ಸೂಚಿಸಿದ್ದರು. [600, 363, 915, 420]
svg-text:VISA: VISA [793, 740, 841, 761]
